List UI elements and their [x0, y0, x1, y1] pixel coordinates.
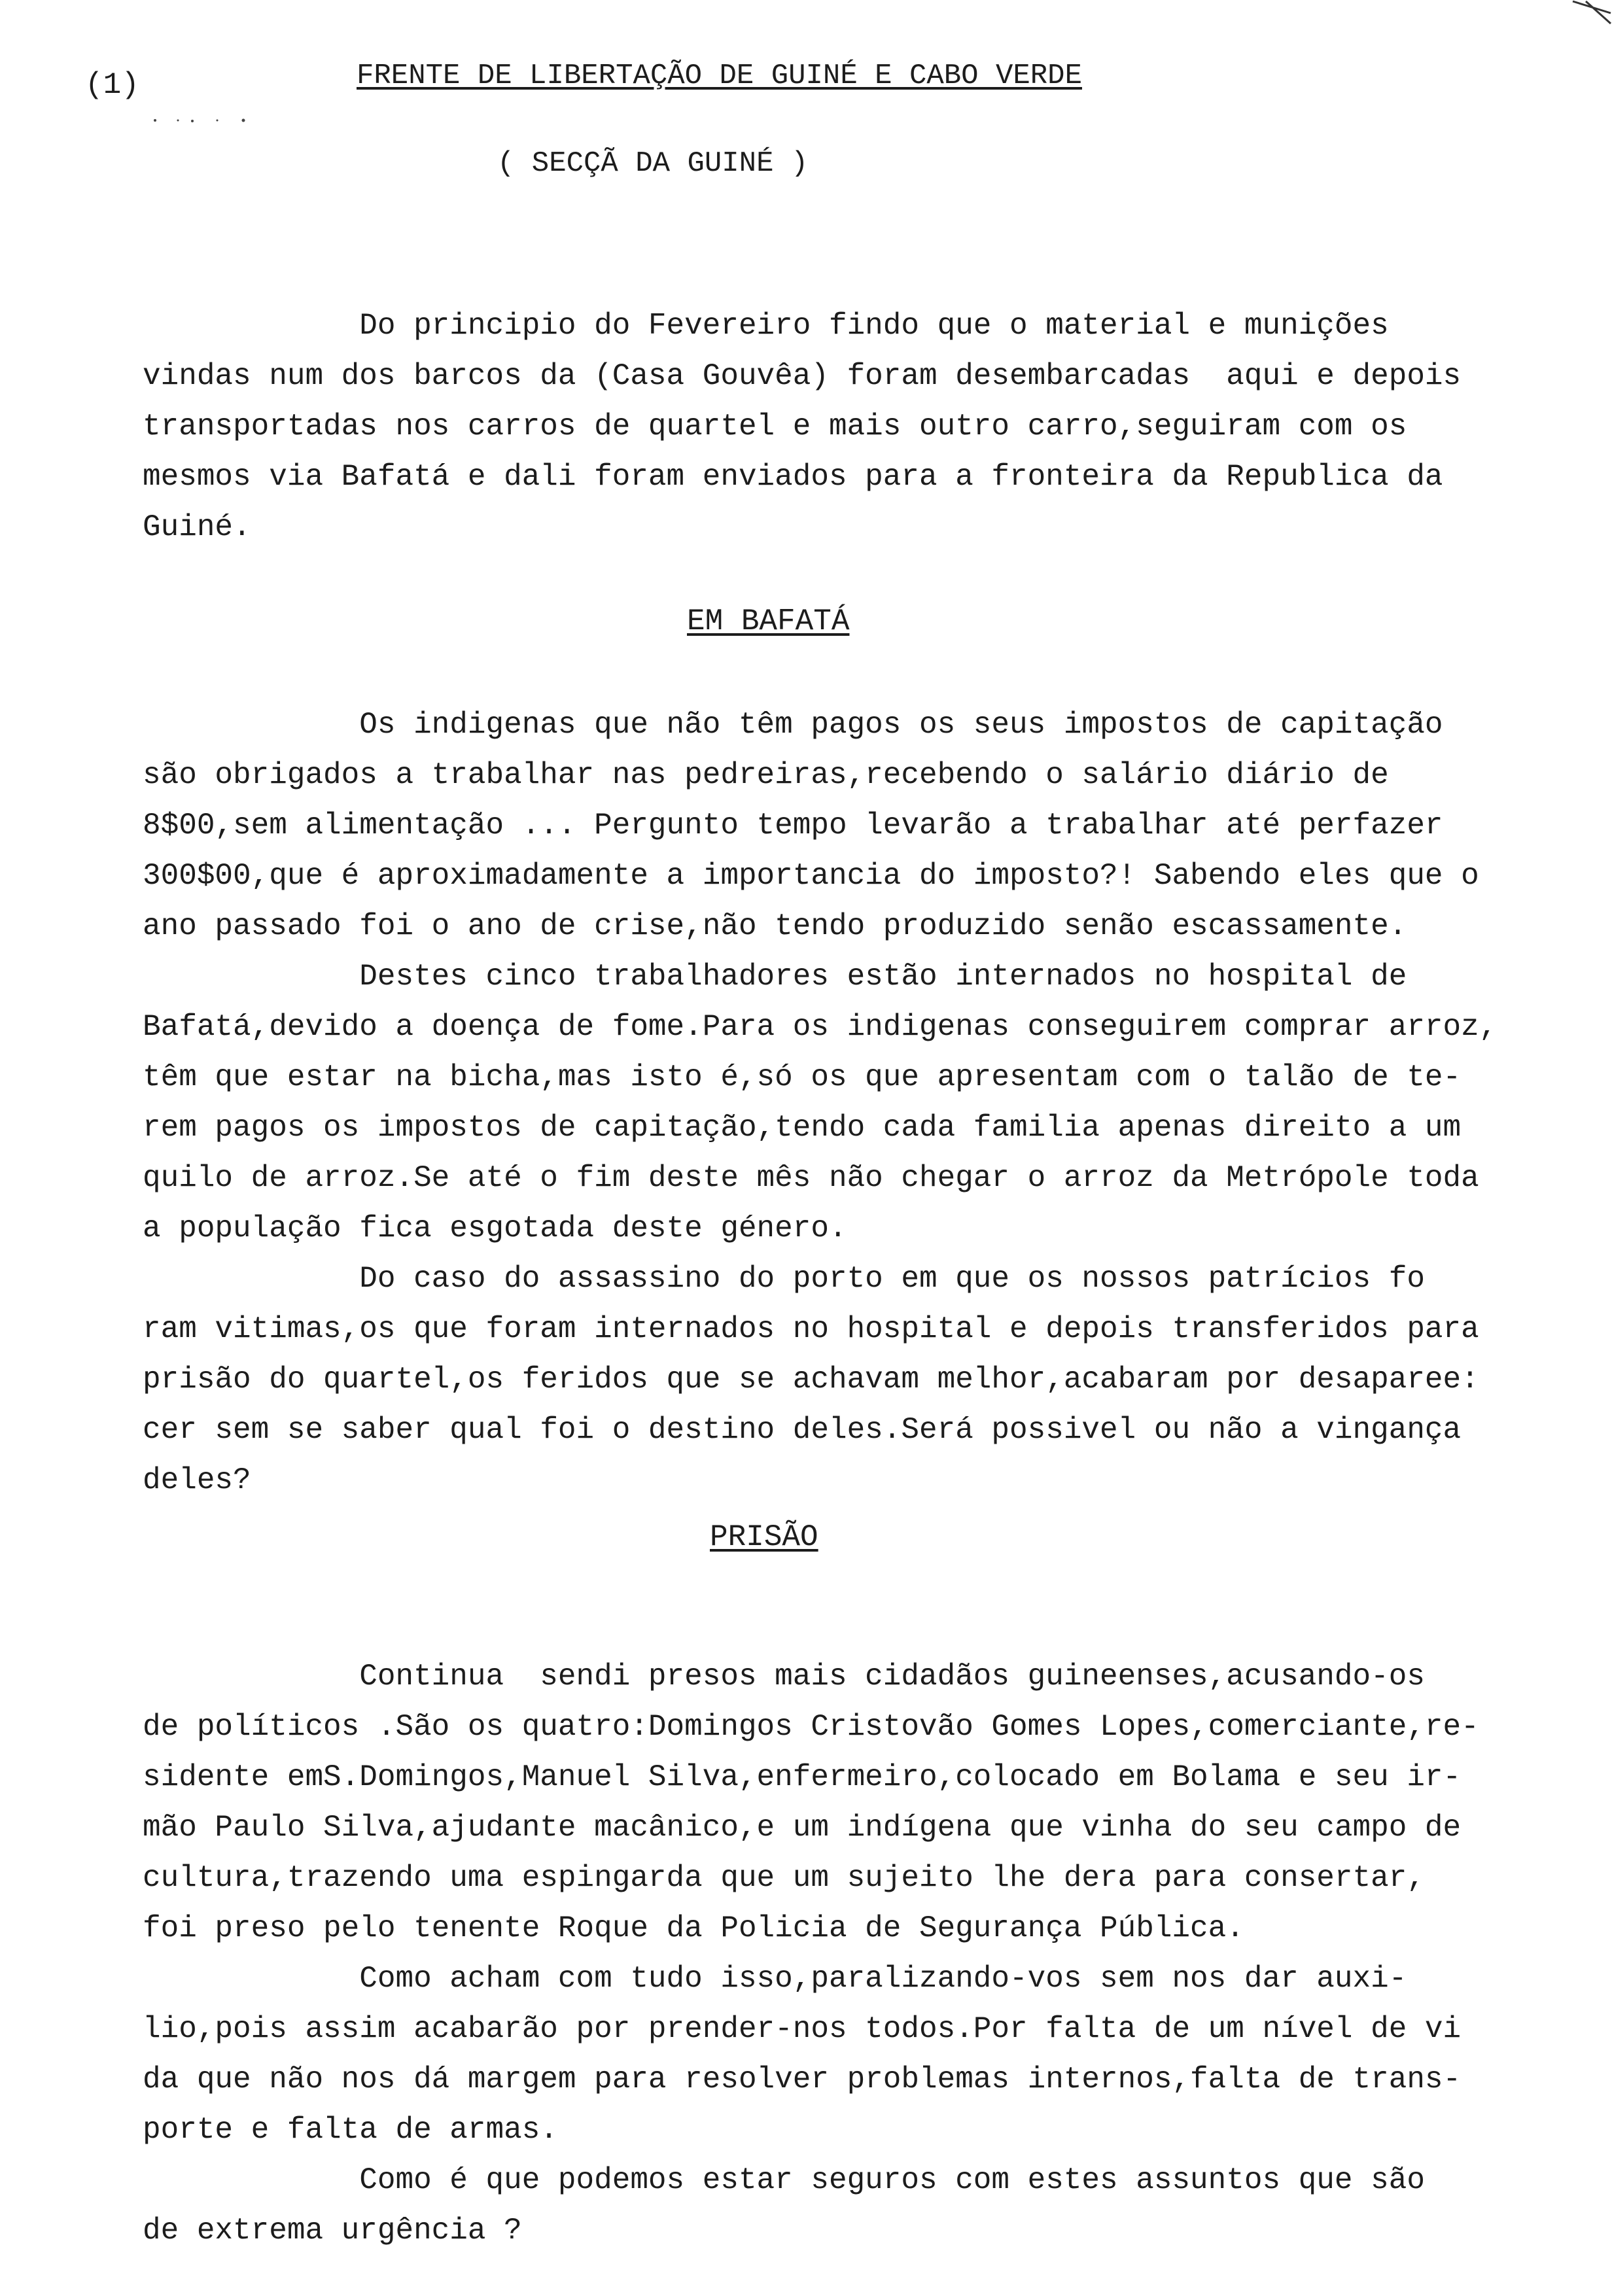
ink-specks	[152, 116, 250, 124]
text-line: têm que estar na bicha,mas isto é,só os que apresentam com o talão de te-	[143, 1060, 1462, 1094]
text-line: da que não nos dá margem para resolver problemas internos,falta de trans-	[143, 2062, 1462, 2096]
document-title: FRENTE DE LIBERTAÇÃO DE GUINÉ E CABO VERDE	[357, 60, 1082, 92]
bafata-section	[143, 700, 1595, 1506]
text-line: são obrigados a trabalhar nas pedreiras,recebendo o salário diário de	[143, 758, 1389, 792]
text-line: ram vitimas,os que foram internados no hospital e depois transferidos para	[143, 1312, 1479, 1346]
text-line: Os indigenas que não têm pagos os seus impostos de capitação	[143, 708, 1443, 742]
text-line: Guiné.	[143, 510, 251, 544]
text-line: mão Paulo Silva,ajudante macânico,e um indígena que vinha do seu campo de	[143, 1811, 1462, 1845]
text-line: 8$00,sem alimentação ... Pergunto tempo levarão a trabalhar até perfazer	[143, 809, 1443, 843]
text-line: deles?	[143, 1463, 251, 1497]
corner-mark	[1566, 0, 1612, 26]
text-line: cer sem se saber qual foi o destino deles.Será possivel ou não a vingança	[143, 1413, 1462, 1447]
text-line: transportadas nos carros de quartel e mais outro carro,seguiram com os	[143, 409, 1407, 444]
page-number: (1)	[85, 68, 139, 102]
text-line: vindas num dos barcos da (Casa Gouvêa) foram desembarcadas aqui e depois	[143, 359, 1462, 393]
text-line: quilo de arroz.Se até o fim deste mês não chegar o arroz da Metrópole toda	[143, 1161, 1479, 1195]
section-heading-bafata: EM BAFATÁ	[687, 604, 850, 638]
text-line: lio,pois assim acabarão por prender-nos todos.Por falta de um nível de vi	[143, 2012, 1462, 2046]
text-line: 300$00,que é aproximadamente a importancia do imposto?! Sabendo eles que o	[143, 859, 1479, 893]
text-line: Do principio do Fevereiro findo que o material e munições	[143, 309, 1389, 343]
text-line: foi preso pelo tenente Roque da Policia de Segurança Pública.	[143, 1911, 1244, 1945]
text-line: prisão do quartel,os feridos que se achavam melhor,acabaram por desaparee:	[143, 1363, 1479, 1397]
text-line: a população fica esgotada deste género.	[143, 1211, 847, 1245]
text-line: de políticos .São os quatro:Domingos Cristovão Gomes Lopes,comerciante,re-	[143, 1710, 1479, 1744]
document-subtitle: ( SECÇÃ DA GUINÉ )	[497, 147, 809, 180]
section-heading-prisao: PRISÃO	[710, 1520, 818, 1554]
text-line: Bafatá,devido a doença de fome.Para os indigenas conseguirem comprar arroz,	[143, 1010, 1498, 1044]
text-line: mesmos via Bafatá e dali foram enviados para a fronteira da Republica da	[143, 460, 1443, 494]
text-line: Continua sendi presos mais cidadãos guineenses,acusando-os	[143, 1660, 1425, 1694]
text-line: porte e falta de armas.	[143, 2113, 558, 2147]
text-line: Do caso do assassino do porto em que os nossos patrícios fo	[143, 1262, 1425, 1296]
prisao-section	[143, 1652, 1595, 2256]
text-line: cultura,trazendo uma espingarda que um sujeito lhe dera para consertar,	[143, 1861, 1425, 1895]
text-line: Como é que podemos estar seguros com estes assuntos que são	[143, 2163, 1425, 2197]
text-line: sidente emS.Domingos,Manuel Silva,enfermeiro,colocado em Bolama e seu ir-	[143, 1760, 1462, 1794]
text-line: de extrema urgência ?	[143, 2214, 522, 2248]
text-line: Destes cinco trabalhadores estão internados no hospital de	[143, 960, 1407, 994]
text-line: ano passado foi o ano de crise,não tendo produzido senão escassamente.	[143, 909, 1407, 943]
text-line: rem pagos os impostos de capitação,tendo cada familia apenas direito a um	[143, 1111, 1462, 1145]
text-line: Como acham com tudo isso,paralizando-vos sem nos dar auxi-	[143, 1962, 1407, 1996]
intro-paragraph	[143, 301, 1595, 553]
